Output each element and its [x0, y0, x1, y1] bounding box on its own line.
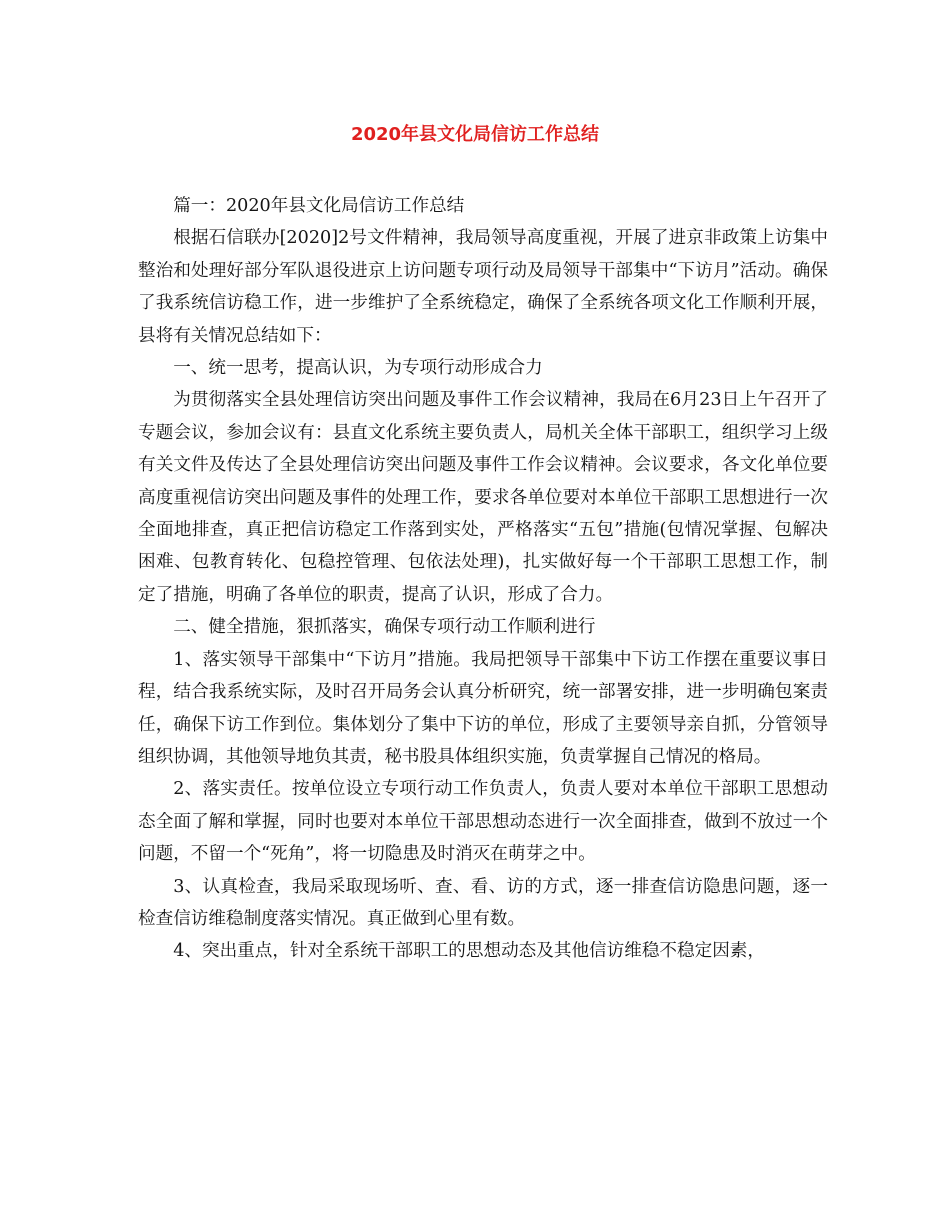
paragraph-section-heading: 篇一：2020年县文化局信访工作总结 — [173, 196, 465, 216]
paragraph-item-2: 2、落实责任。按单位设立专项行动工作负责人，负责人要对本单位干部职工思想动态全面了解和掌握，同时也要对本单位干部思想动态进行一次全面排查，做到不放过一个问题，不留一个“死角”，将一切隐患及时消灭在萌芽之中。 — [138, 779, 828, 865]
heading-part-one: 一、统一思考，提高认识，为专项行动形成合力 — [173, 358, 543, 379]
paragraph-item-1: 1、落实领导干部集中“下访月”措施。我局把领导干部集中下访工作摆在重要议事日程，结合我系统实际，及时召开局务会认真分析研究，统一部署安排，进一步明确包案责任，确保下访工作到位。集体划分了集中下访的单位，形成了主要领导亲自抓，分管领导组织协调，其他领导地负其责，秘书股具体组织实施，负责掌握自己情况的格局。 — [138, 649, 828, 767]
paragraph-item-3: 3、认真检查，我局采取现场听、查、看、访的方式，逐一排查信访隐患问题，逐一检查信访维稳制度落实情况。真正做到心里有数。 — [138, 876, 828, 929]
document-title: 2020年县文化局信访工作总结 — [350, 124, 600, 145]
document-body — [138, 190, 828, 968]
paragraph-meeting: 为贯彻落实全县处理信访突出问题及事件工作会议精神，我局在6月23日上午召开了专题会议，参加会议有：县直文化系统主要负责人，局机关全体干部职工，组织学习上级有关文件及传达了全县处理信访突出问题及事件工作会议精神。会议要求，各文化单位要高度重视信访突出问题及事件的处理工作，要求各单位要对本单位干部职工思想进行一次全面地排查，真正把信访稳定工作落到实处，严格落实“五包”措施(包情况掌握、包解决困难、包教育转化、包稳控管理、包依法处理)，扎实做好每一个干部职工思想工作，制定了措施，明确了各单位的职责，提高了认识，形成了合力。 — [138, 390, 828, 605]
heading-part-two: 二、健全措施，狠抓落实，确保专项行动工作顺利进行 — [173, 617, 596, 638]
paragraph-item-4: 4、突出重点，针对全系统干部职工的思想动态及其他信访维稳不稳定因素， — [173, 941, 765, 962]
paragraph-intro: 根据石信联办[2020]2号文件精神，我局领导高度重视，开展了进京非政策上访集中整治和处理好部分军队退役进京上访问题专项行动及局领导干部集中“下访月”活动。确保了我系统信访稳工作，进一步维护了全系统稳定，确保了全系统各项文化工作顺利开展，县将有关情况总结如下： — [138, 228, 828, 346]
